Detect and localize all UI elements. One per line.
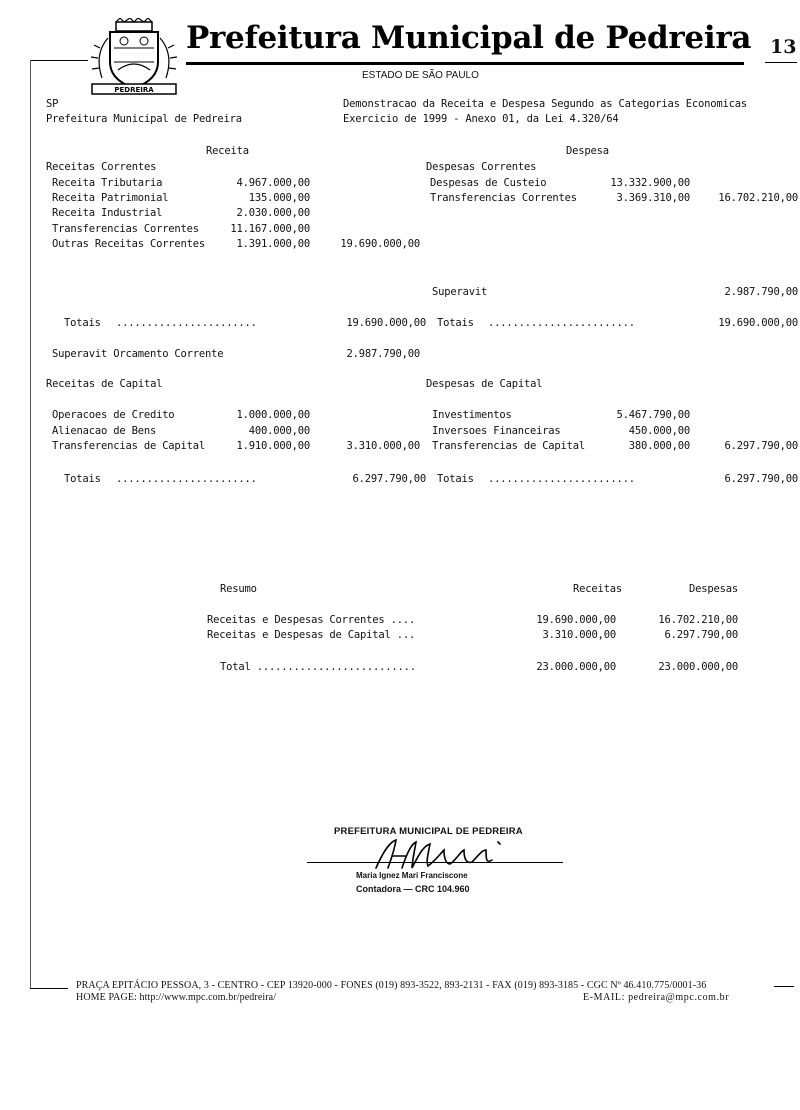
frame-bottom xyxy=(30,988,68,989)
receitas-capital-title: Receitas de Capital xyxy=(46,378,163,390)
list-item-value: 135.000,00 xyxy=(248,192,310,204)
list-item-value: 1.910.000,00 xyxy=(236,440,310,452)
superavit-orcamento-value: 2.987.790,00 xyxy=(346,348,420,360)
resumo-total-despesas: 23.000.000,00 xyxy=(658,661,738,673)
footer-rule xyxy=(774,986,794,987)
header-right-line1: Demonstracao da Receita e Despesa Segundo as Categorias Economicas xyxy=(343,98,748,110)
frame-left xyxy=(30,60,31,988)
list-item: Transferencias Correntes xyxy=(430,192,577,204)
resumo-col-receitas: Receitas xyxy=(573,583,622,595)
list-item: Transferencias de Capital xyxy=(432,440,586,452)
list-item-value: 5.467.790,00 xyxy=(616,409,690,421)
coat-of-arms-logo xyxy=(88,18,180,100)
list-item: Receita Industrial xyxy=(52,207,163,219)
table-row-label: Receitas e Despesas de Capital ... xyxy=(207,629,416,641)
despesas-capital-total: 6.297.790,00 xyxy=(724,440,798,452)
list-item-value: 380.000,00 xyxy=(628,440,690,452)
totais-label: Totais xyxy=(437,473,474,485)
totais-label: Totais xyxy=(437,317,474,329)
receita-capital-totais-value: 6.297.790,00 xyxy=(352,473,426,485)
list-item-value: 400.000,00 xyxy=(248,425,310,437)
receita-totais-value: 19.690.000,00 xyxy=(346,317,426,329)
superavit-orcamento-label: Superavit Orcamento Corrente xyxy=(52,348,224,360)
totais-dots: ........................ xyxy=(488,317,635,329)
list-item: Receita Patrimonial xyxy=(52,192,169,204)
state-label: ESTADO DE SÃO PAULO xyxy=(362,70,479,81)
list-item: Receita Tributaria xyxy=(52,177,163,189)
despesas-correntes-title: Despesas Correntes xyxy=(426,161,537,173)
header-left-line2: Prefeitura Municipal de Pedreira xyxy=(46,113,242,125)
despesa-capital-totais-value: 6.297.790,00 xyxy=(724,473,798,485)
footer-homepage: HOME PAGE: http://www.mpc.com.br/pedreira/ xyxy=(76,992,277,1003)
handwritten-signature xyxy=(340,836,540,872)
list-item-value: 3.369.310,00 xyxy=(616,192,690,204)
signatory-role: Contadora — CRC 104.960 xyxy=(356,884,470,894)
despesa-heading: Despesa xyxy=(566,145,609,157)
resumo-col-despesas: Despesas xyxy=(689,583,738,595)
receitas-correntes-total: 19.690.000,00 xyxy=(340,238,420,250)
totais-dots: ....................... xyxy=(116,317,257,329)
header-rule-short xyxy=(765,62,797,63)
list-item: Operacoes de Credito xyxy=(52,409,175,421)
footer-address: PRAÇA EPITÁCIO PESSOA, 3 - CENTRO - CEP 13920-000 - FONES (019) 893-3522, 893-2131 - FAX (019) 893-3185 - CGC Nº 46.410.775/0001-36 xyxy=(76,980,707,991)
list-item-value: 11.167.000,00 xyxy=(230,223,310,235)
resumo-title: Resumo xyxy=(220,583,257,595)
footer-email: E-MAIL: pedreira@mpc.com.br xyxy=(583,992,730,1003)
list-item: Investimentos xyxy=(432,409,512,421)
receita-heading: Receita xyxy=(206,145,249,157)
header-left-line1: SP xyxy=(46,98,59,110)
list-item: Despesas de Custeio xyxy=(430,177,547,189)
list-item-value: 450.000,00 xyxy=(628,425,690,437)
list-item-value: 1.391.000,00 xyxy=(236,238,310,250)
table-row-label: Receitas e Despesas Correntes .... xyxy=(207,614,416,626)
despesas-correntes-total: 16.702.210,00 xyxy=(718,192,798,204)
page-number: 13 xyxy=(770,36,797,58)
resumo-total-label: Total .......................... xyxy=(220,661,416,673)
table-cell: 6.297.790,00 xyxy=(664,629,738,641)
receitas-correntes-title: Receitas Correntes xyxy=(46,161,157,173)
table-cell: 19.690.000,00 xyxy=(536,614,616,626)
signatory-name: Maria Ignez Mari Franciscone xyxy=(356,871,468,880)
list-item: Alienacao de Bens xyxy=(52,425,157,437)
list-item-value: 4.967.000,00 xyxy=(236,177,310,189)
frame-top xyxy=(30,60,88,61)
list-item: Inversoes Financeiras xyxy=(432,425,561,437)
superavit-label: Superavit xyxy=(432,286,488,298)
list-item-value: 2.030.000,00 xyxy=(236,207,310,219)
list-item: Outras Receitas Correntes xyxy=(52,238,206,250)
list-item-value: 13.332.900,00 xyxy=(610,177,690,189)
signature-line xyxy=(307,862,563,863)
list-item: Transferencias de Capital xyxy=(52,440,206,452)
totais-label: Totais xyxy=(64,317,101,329)
despesa-totais-value: 19.690.000,00 xyxy=(718,317,798,329)
document-title: Prefeitura Municipal de Pedreira xyxy=(186,20,752,56)
list-item: Transferencias Correntes xyxy=(52,223,199,235)
table-cell: 3.310.000,00 xyxy=(542,629,616,641)
totais-dots: ........................ xyxy=(488,473,635,485)
superavit-value: 2.987.790,00 xyxy=(724,286,798,298)
table-cell: 16.702.210,00 xyxy=(658,614,738,626)
totais-dots: ....................... xyxy=(116,473,257,485)
signature-org: PREFEITURA MUNICIPAL DE PEDREIRA xyxy=(334,826,523,837)
resumo-total-receitas: 23.000.000,00 xyxy=(536,661,616,673)
header-right-line2: Exercicio de 1999 - Anexo 01, da Lei 4.320/64 xyxy=(343,113,619,125)
receitas-capital-total: 3.310.000,00 xyxy=(346,440,420,452)
header-rule xyxy=(186,62,744,65)
list-item-value: 1.000.000,00 xyxy=(236,409,310,421)
totais-label: Totais xyxy=(64,473,101,485)
svg-text:PEDREIRA: PEDREIRA xyxy=(114,86,154,94)
despesas-capital-title: Despesas de Capital xyxy=(426,378,543,390)
